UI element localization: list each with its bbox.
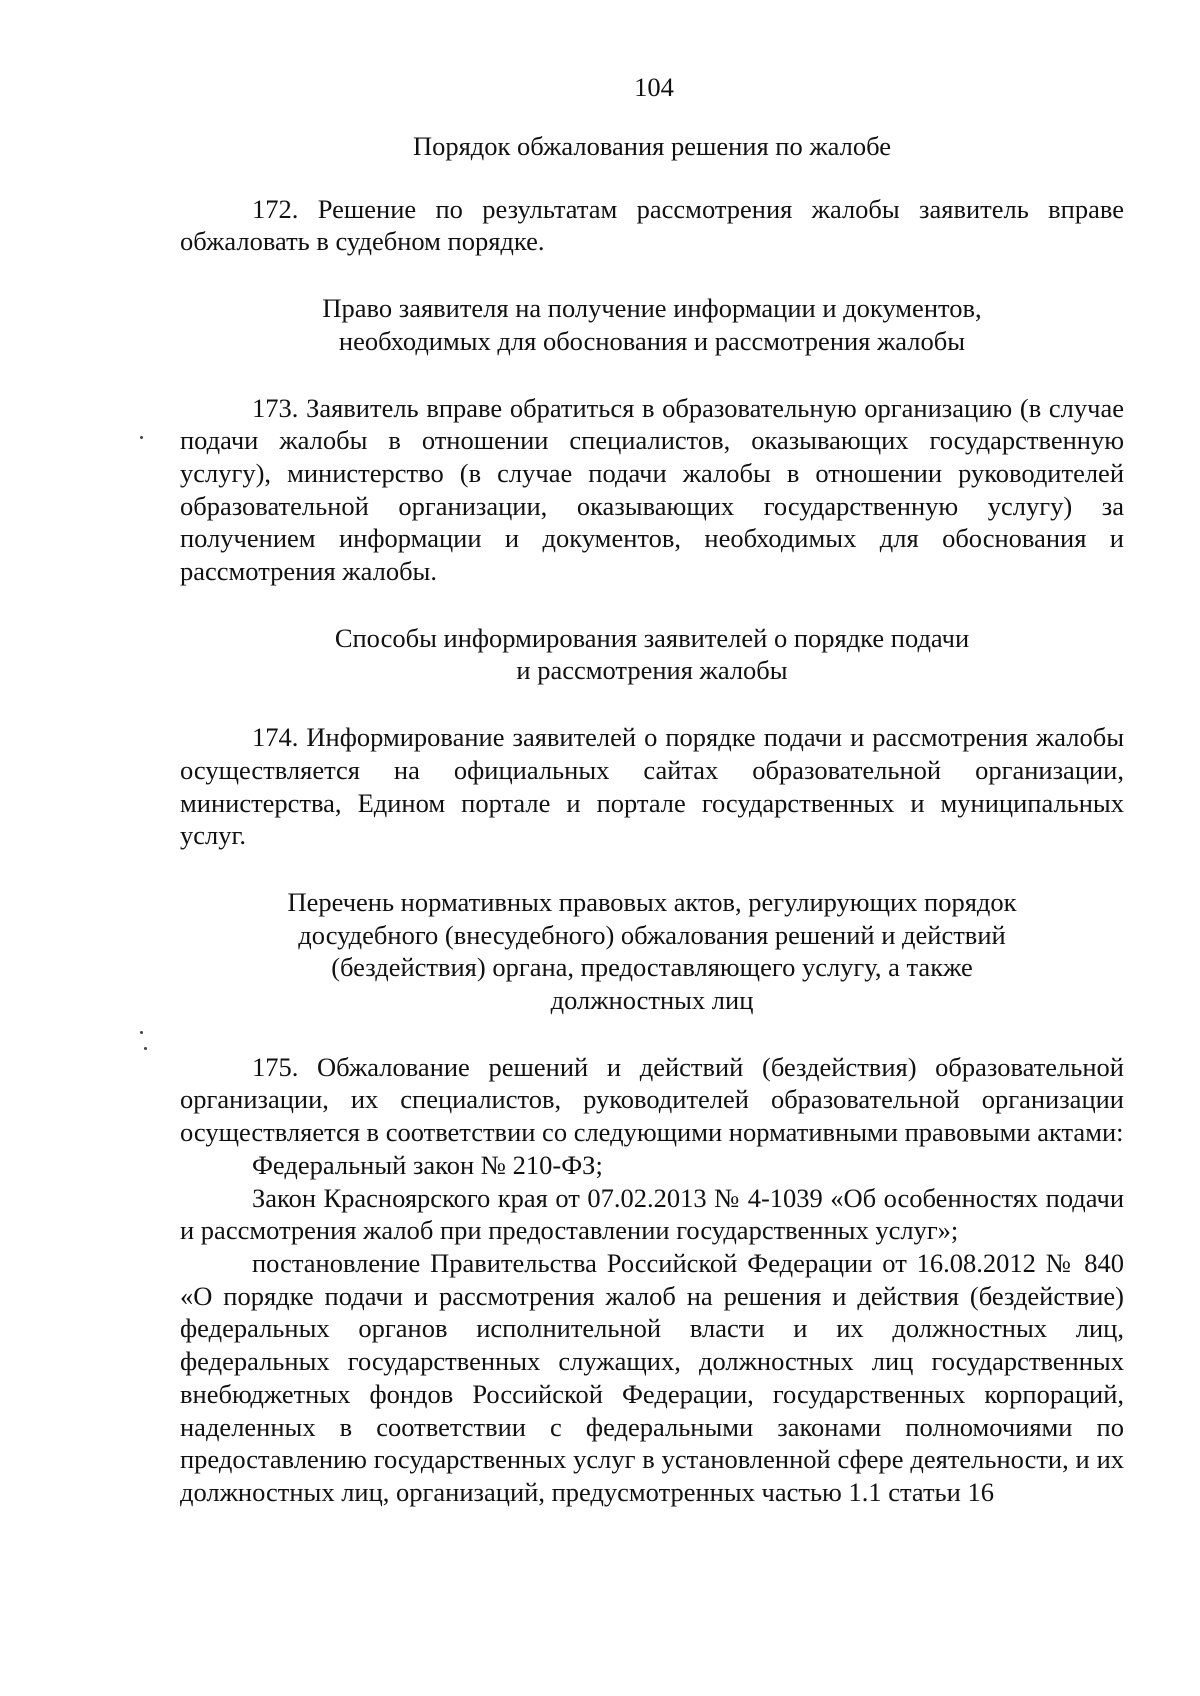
scan-speck bbox=[140, 436, 143, 439]
heading-line: (бездействия) органа, предоставляющего услугу, а также bbox=[331, 952, 973, 983]
heading-line: Право заявителя на получение информации и документов, bbox=[322, 293, 982, 324]
section-heading-legal-acts-list bbox=[180, 886, 1124, 1017]
heading-line: и рассмотрения жалобы bbox=[516, 655, 788, 686]
legal-act-krasnoyarsk-law: Закон Красноярского края от 07.02.2013 № 4-1039 «Об особенностях подачи и рассмотрения жалоб при предоставлении государственных услуг»; bbox=[180, 1182, 1124, 1246]
paragraph-175: 175. Обжалование решений и действий (бездействия) образовательной организации, их специалистов, руководителей образовательной организации осуществляется в соответствии со следующими нормативными правовыми актами: bbox=[180, 1051, 1124, 1148]
page-content bbox=[180, 64, 1124, 1509]
section-heading-appeal-order bbox=[180, 130, 1124, 163]
page-number: 104 bbox=[634, 72, 674, 102]
paragraph-172: 172. Решение по результатам рассмотрения жалобы заявитель вправе обжаловать в судебном порядке. bbox=[180, 193, 1124, 257]
heading-line: Способы информирования заявителей о порядке подачи bbox=[334, 622, 970, 653]
section-heading-informing-methods bbox=[180, 622, 1124, 687]
section-heading-right-to-information bbox=[180, 292, 1124, 357]
heading-line: должностных лиц bbox=[550, 985, 754, 1016]
heading-line: необходимых для обоснования и рассмотрения жалобы bbox=[338, 325, 966, 356]
heading-line: Порядок обжалования решения по жалобе bbox=[412, 131, 892, 161]
paragraph-174: 174. Информирование заявителей о порядке подачи и рассмотрения жалобы осуществляется на официальных сайтах образовательной организации, министерства, Едином портале и портале государственных и муниципальных услуг. bbox=[180, 722, 1124, 851]
heading-line: Перечень нормативных правовых актов, регулирующих порядок bbox=[287, 886, 1017, 917]
heading-line: досудебного (внесудебного) обжалования решений и действий bbox=[298, 919, 1006, 950]
legal-act-government-decree-840: постановление Правительства Российской Федерации от 16.08.2012 № 840 «О порядке подачи и рассмотрения жалоб на решения и действия (бездействие) федеральных органов исполнительной власти и их должностных лиц, федеральных государственных служащих, должностных лиц государственных внебюджетных фондов Российской Федерации, государственных корпораций, наделенных в соответствии с федеральными законами полномочиями по предоставлению государственных услуг в установленной сфере деятельности, и их должностных лиц, организаций, предусмотренных частью 1.1 статьи 16 bbox=[180, 1247, 1124, 1507]
scan-speck bbox=[144, 1047, 147, 1050]
legal-act-federal-law-210: Федеральный закон № 210-ФЗ; bbox=[252, 1149, 603, 1180]
paragraph-173: 173. Заявитель вправе обратиться в образовательную организацию (в случае подачи жалобы в отношении специалистов, оказывающих государственную услугу), министерство (в случае подачи жалобы в отношении руководителей образовательной организации, оказывающих государственную услугу) за получением информации и документов, необходимых для обоснования и рассмотрения жалобы. bbox=[180, 392, 1124, 587]
scan-speck bbox=[140, 1031, 143, 1034]
